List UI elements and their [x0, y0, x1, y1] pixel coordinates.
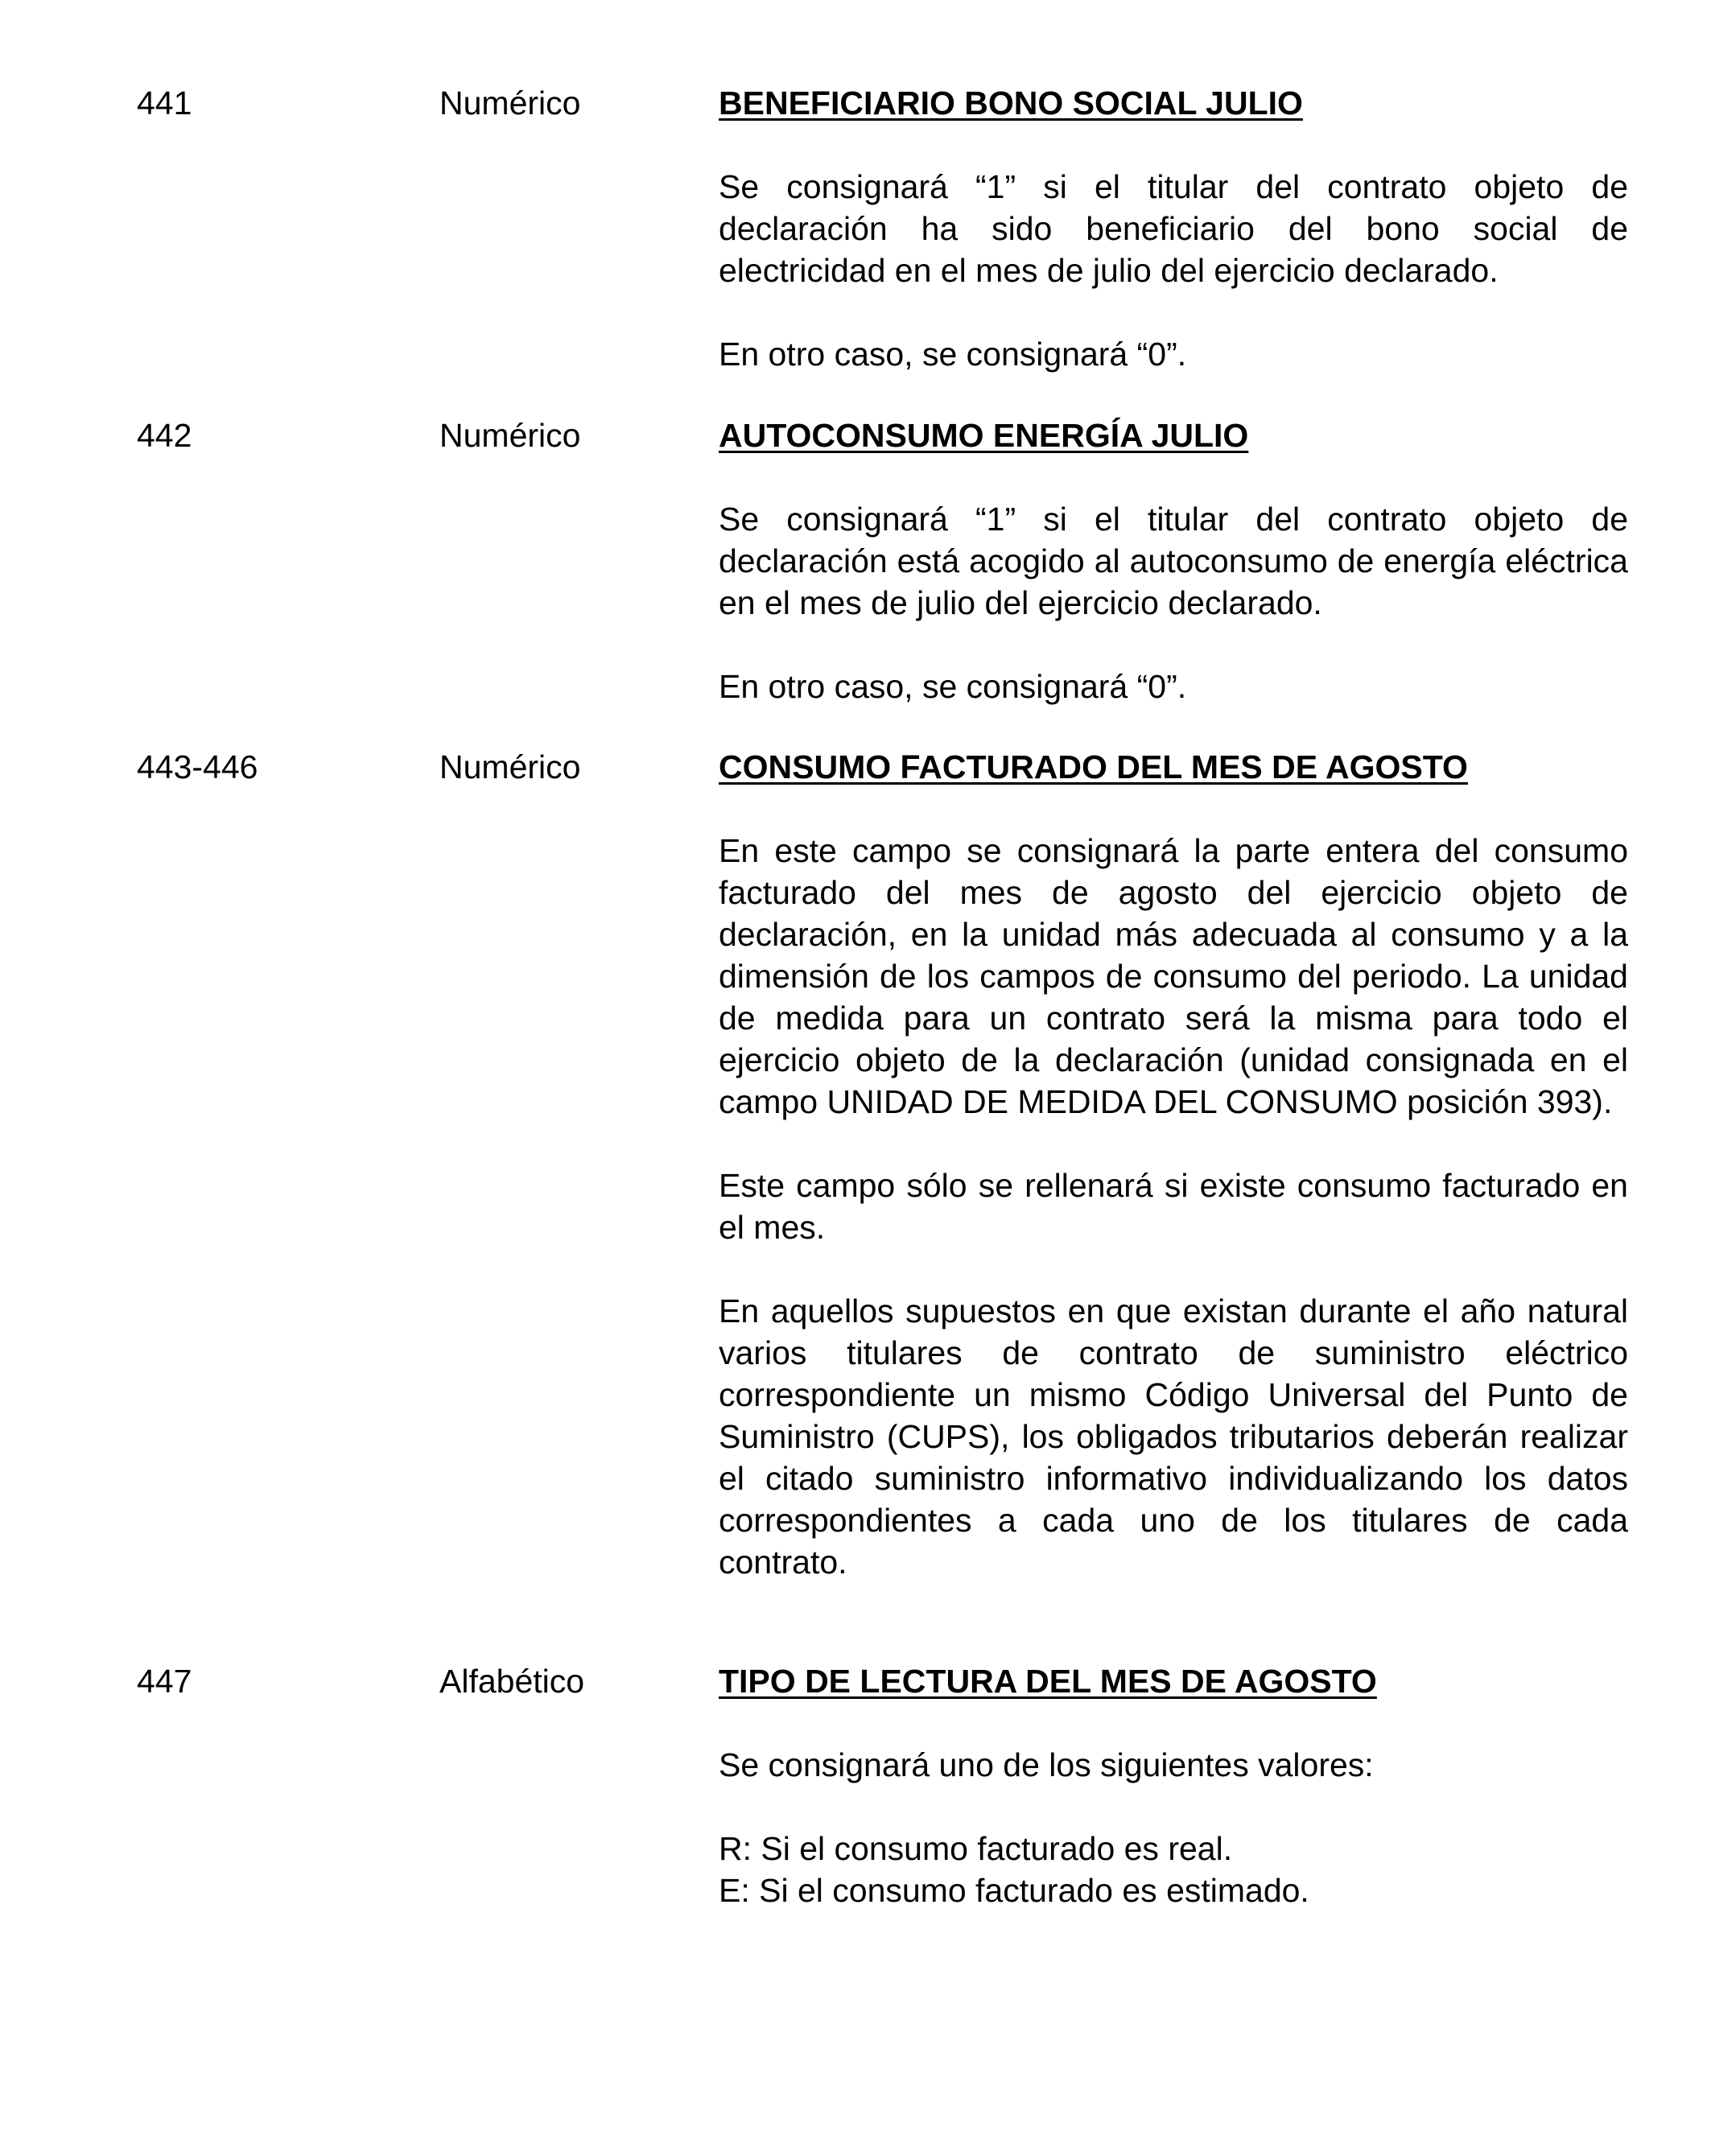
field-paragraph: En otro caso, se consignará “0”. — [719, 668, 1187, 705]
field-paragraph: Este campo sólo se rellenará si existe consumo facturado en el mes. — [719, 1167, 1628, 1246]
field-description — [719, 414, 1628, 707]
value-list — [719, 1828, 1628, 1911]
field-type: Alfabético — [439, 1663, 585, 1700]
field-paragraph: En aquellos supuestos en que existan durante el año natural varios titulares de contrato de suministro eléctrico correspondiente un mismo Código Universal del Punto de Suministro (CUPS), los obligados tributarios deberán realizar el citado suministro informativo individualizando los datos correspondientes a cada uno de los titulares de cada contrato. — [719, 1292, 1628, 1581]
field-paragraph: Se consignará “1” si el titular del contrato objeto de declaración está acogido al autoconsumo de energía eléctrica en el mes de julio del ejercicio declarado. — [719, 501, 1628, 621]
field-type: Numérico — [439, 85, 581, 122]
field-description — [719, 1660, 1628, 1911]
field-title: BENEFICIARIO BONO SOCIAL JULIO — [719, 85, 1303, 122]
field-position: 442 — [137, 417, 192, 454]
field-type: Numérico — [439, 748, 581, 785]
value-item: E: Si el consumo facturado es estimado. — [719, 1872, 1309, 1909]
field-title: AUTOCONSUMO ENERGÍA JULIO — [719, 417, 1249, 454]
field-paragraph: En otro caso, se consignará “0”. — [719, 336, 1187, 373]
field-description — [719, 82, 1628, 375]
field-title: TIPO DE LECTURA DEL MES DE AGOSTO — [719, 1663, 1377, 1700]
value-item: R: Si el consumo facturado es real. — [719, 1830, 1233, 1867]
field-position: 441 — [137, 85, 192, 122]
field-paragraph: Se consignará uno de los siguientes valores: — [719, 1746, 1374, 1783]
field-paragraph: Se consignará “1” si el titular del contrato objeto de declaración ha sido beneficiario del bono social de electricidad en el mes de julio del ejercicio declarado. — [719, 168, 1628, 289]
field-description — [719, 746, 1628, 1583]
field-title: CONSUMO FACTURADO DEL MES DE AGOSTO — [719, 748, 1468, 785]
field-position: 447 — [137, 1663, 192, 1700]
field-position: 443-446 — [137, 748, 258, 785]
field-type: Numérico — [439, 417, 581, 454]
field-paragraph: En este campo se consignará la parte entera del consumo facturado del mes de agosto del ejercicio objeto de declaración, en la unidad más adecuada al consumo y a la dimensión de los campos de consumo del periodo. La unidad de medida para un contrato será la misma para todo el ejercicio objeto de la declaración (unidad consignada en el campo UNIDAD DE MEDIDA DEL CONSUMO posición 393). — [719, 832, 1628, 1120]
